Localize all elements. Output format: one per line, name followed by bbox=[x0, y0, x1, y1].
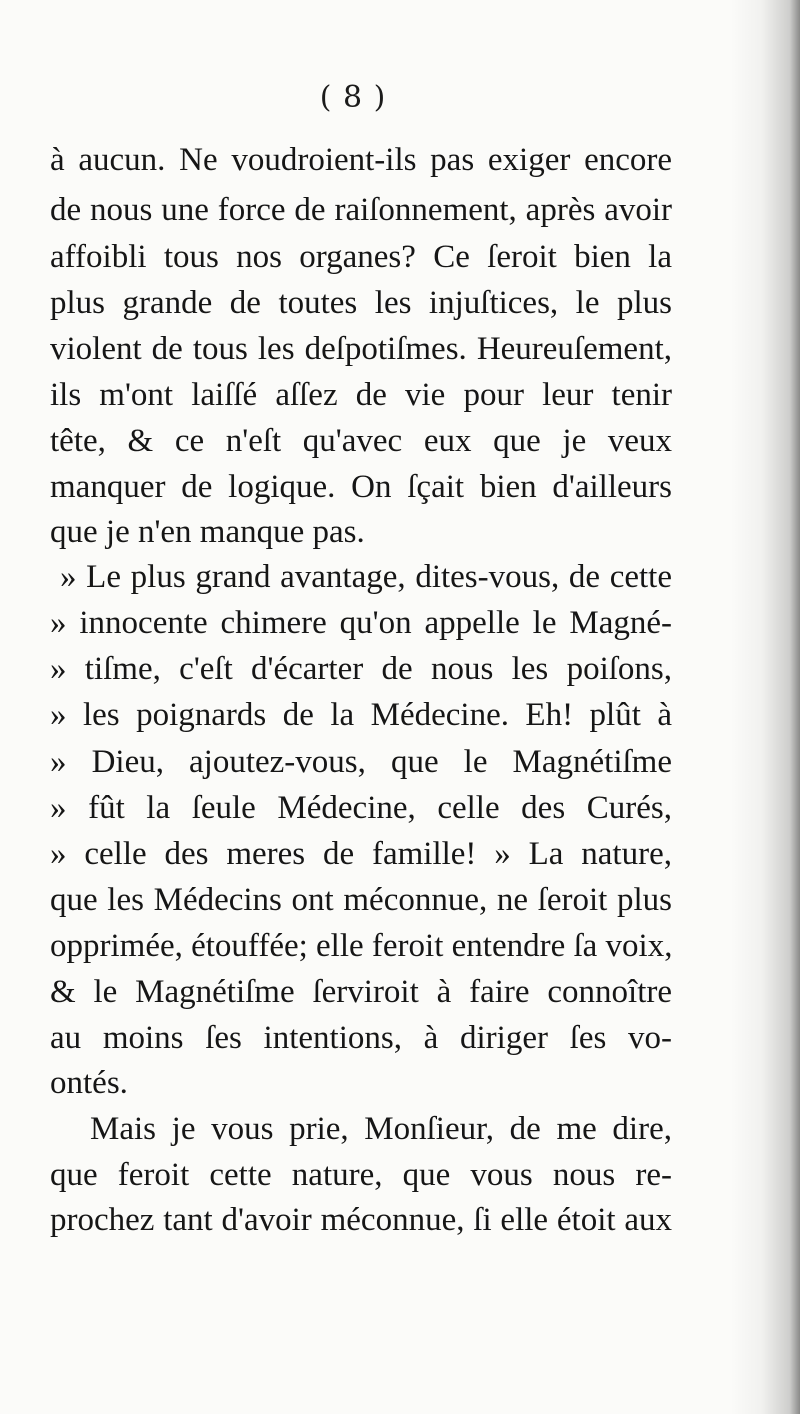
text-line: manquer de logique. On ſçait bien d'ailleurs bbox=[50, 469, 672, 505]
text-line: & le Magnétiſme ſerviroit à faire connoître bbox=[50, 974, 672, 1010]
text-line: que les Médecins ont méconnue, ne ſeroit plus bbox=[50, 882, 672, 918]
text-line: » Le plus grand avantage, dites-vous, de cette bbox=[60, 559, 672, 595]
text-line: opprimée, étouffée; elle feroit entendre ſa voix, bbox=[50, 928, 673, 964]
text-line: » Dieu, ajoutez-vous, que le Magnétiſme bbox=[50, 744, 672, 780]
text-line: violent de tous les deſpotiſmes. Heureuſement, bbox=[50, 331, 672, 367]
text-line: prochez tant d'avoir méconnue, ſi elle étoit aux bbox=[50, 1202, 672, 1238]
text-line: à aucun. Ne voudroient-ils pas exiger encore bbox=[50, 142, 672, 178]
text-line: ontés. bbox=[50, 1065, 128, 1101]
text-line: que feroit cette nature, que vous nous re- bbox=[50, 1157, 672, 1193]
text-line: que je n'en manque pas. bbox=[50, 514, 365, 550]
text-line: de nous une force de raiſonnement, après avoir bbox=[50, 192, 672, 228]
text-line: plus grande de toutes les injuſtices, le plus bbox=[50, 285, 672, 321]
text-line: » fût la ſeule Médecine, celle des Curés, bbox=[50, 790, 672, 826]
text-line: » innocente chimere qu'on appelle le Magné- bbox=[50, 605, 672, 641]
text-line: au moins ſes intentions, à diriger ſes vo- bbox=[50, 1020, 672, 1056]
text-line: Mais je vous prie, Monſieur, de me dire, bbox=[90, 1111, 672, 1147]
page-number: ( 8 ) bbox=[319, 80, 387, 115]
text-line: » tiſme, c'eſt d'écarter de nous les poiſons, bbox=[50, 651, 672, 687]
text-line: » les poignards de la Médecine. Eh! plût à bbox=[50, 697, 672, 733]
text-line: » celle des meres de famille! » La nature, bbox=[50, 836, 672, 872]
scan-edge-shadow bbox=[730, 0, 800, 1414]
text-line: tête, & ce n'eſt qu'avec eux que je veux bbox=[50, 423, 672, 459]
text-line: ils m'ont laiſſé aſſez de vie pour leur tenir bbox=[50, 377, 672, 413]
text-line: affoibli tous nos organes? Ce ſeroit bien la bbox=[50, 239, 672, 275]
